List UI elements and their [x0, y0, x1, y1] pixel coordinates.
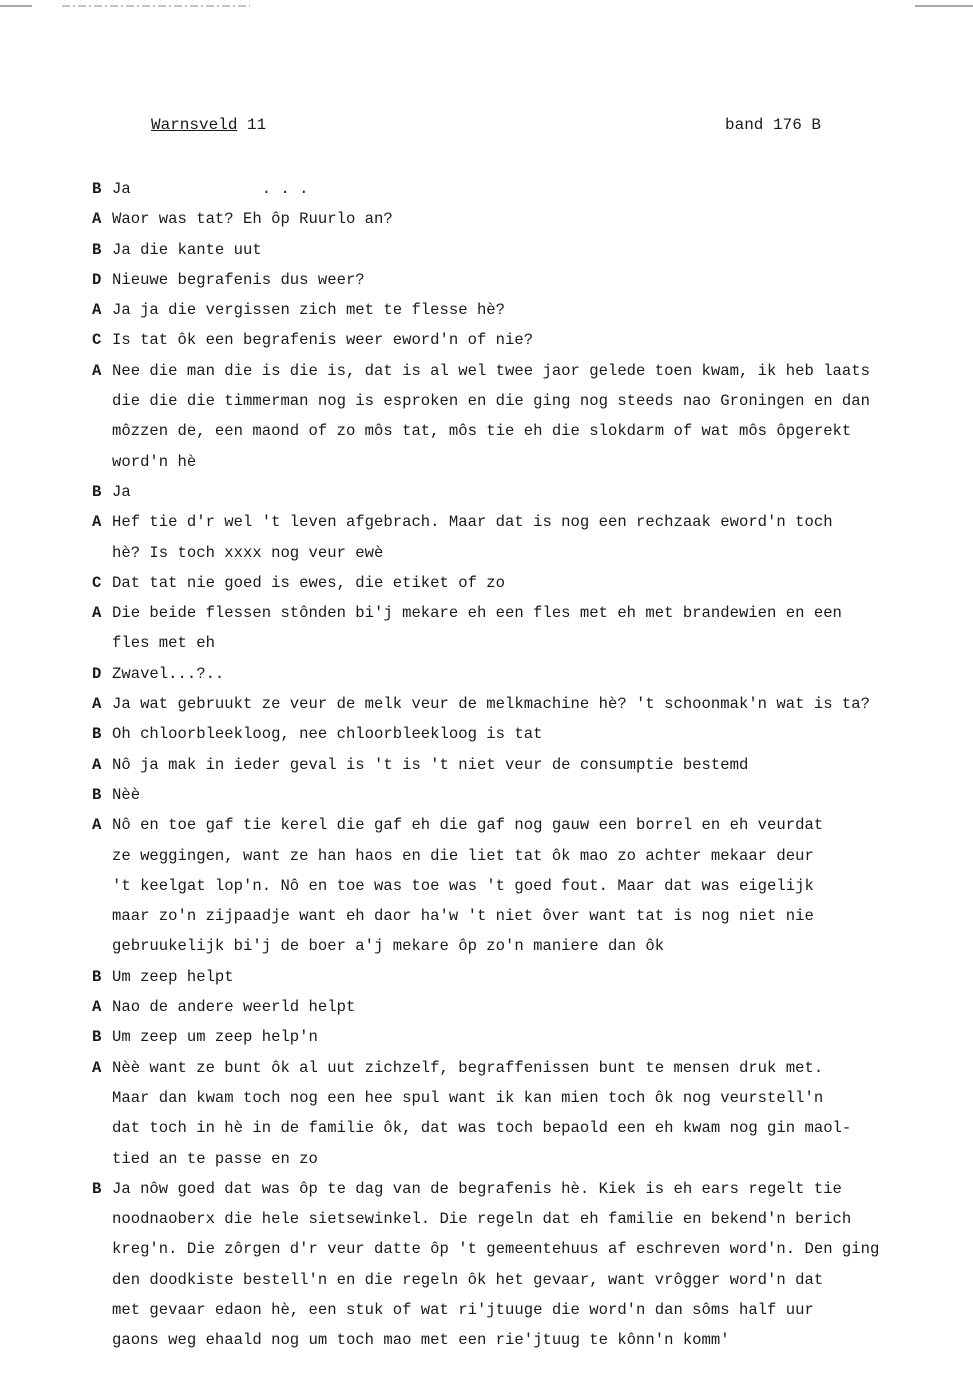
speaker-label: A: [92, 695, 102, 714]
speaker-label: A: [92, 816, 102, 835]
utterance-line: môzzen de, een maond of zo môs tat, môs tie eh die slokdarm of wat môs ôpgerekt: [112, 422, 852, 441]
transcript-turn: [92, 750, 952, 780]
band-label: band 176 B: [724, 116, 821, 134]
utterance-line: Um zeep um zeep help'n: [112, 1028, 318, 1047]
utterance-line: Nieuwe begrafenis dus weer?: [112, 270, 365, 289]
utterance-line: Oh chloorbleekloog, nee chloorbleekloog is tat: [112, 725, 543, 744]
utterance-line: Maar dan kwam toch nog een hee spul want ik kan mien toch ôk nog veurstell'n: [112, 1088, 824, 1107]
speaker-label: B: [92, 482, 102, 501]
speaker-label: B: [92, 785, 102, 804]
utterance-line: word'n hè: [112, 452, 197, 471]
utterance: [112, 507, 952, 568]
utterance-line: Nee die man die is die is, dat is al wel twee jaor gelede toen kwam, ik heb laats: [112, 361, 870, 380]
utterance-line: maar zo'n zijpaadje want eh daor ha'w 't niet ôver want tat is nog niet nie: [112, 907, 814, 926]
utterance-line: gaons weg ehaald nog um toch mao met een rie'jtuug te kônn'n komm': [112, 1331, 730, 1350]
utterance: [112, 689, 952, 719]
speaker-label: B: [92, 1179, 102, 1198]
transcript-turn: [92, 1053, 952, 1174]
utterance: [112, 174, 952, 204]
utterance-line: gebruukelijk bi'j de boer a'j mekare ôp zo'n maniere dan ôk: [112, 937, 665, 956]
utterance: [112, 325, 952, 355]
transcript-turn: [92, 810, 952, 961]
utterance-line: den doodkiste bestell'n en die regeln ôk het gevaar, want vrôgger word'n dat: [112, 1270, 824, 1289]
transcript-turn: [92, 962, 952, 992]
speaker-label: A: [92, 210, 102, 229]
utterance: [112, 598, 952, 659]
transcript-turn: [92, 568, 952, 598]
transcript-turn: [92, 507, 952, 568]
utterance-line: Nèè want ze bunt ôk al uut zichzelf, begraffenissen bunt te mensen druk met.: [112, 1058, 824, 1077]
utterance-line: Is tat ôk een begrafenis weer eword'n of nie?: [112, 331, 534, 350]
utterance: [112, 780, 952, 810]
speaker-label: D: [92, 664, 102, 683]
utterance-line: Zwavel...?..: [112, 664, 225, 683]
speaker-label: C: [92, 573, 102, 592]
transcript-turn: [92, 992, 952, 1022]
utterance-line: Hef tie d'r wel 't leven afgebrach. Maar dat is nog een rechzaak eword'n toch: [112, 513, 833, 532]
transcript-turn: [92, 689, 952, 719]
speaker-label: B: [92, 180, 102, 198]
transcript-turn: [92, 204, 952, 234]
utterance: [112, 659, 952, 689]
transcript: [92, 174, 952, 1356]
transcript-turn: [92, 780, 952, 810]
utterance: [112, 750, 952, 780]
utterance-line: hè? Is toch xxxx nog veur ewè: [112, 543, 384, 562]
utterance: [112, 719, 952, 749]
speaker-label: C: [92, 331, 102, 350]
utterance-line: Dat tat nie goed is ewes, die etiket of zo: [112, 573, 506, 592]
transcript-turn: [92, 1022, 952, 1052]
utterance: [112, 235, 952, 265]
utterance-line: Ja: [112, 482, 131, 501]
utterance-line: die die die timmerman nog is esproken en die ging nog steeds nao Groningen en dan: [112, 392, 870, 411]
speaker-label: B: [92, 1028, 102, 1047]
utterance: [112, 477, 952, 507]
utterance: [112, 356, 952, 477]
utterance-line: ze weggingen, want ze han haos en die liet tat ôk mao zo achter mekaar deur: [112, 846, 814, 865]
transcript-turn: [92, 477, 952, 507]
transcript-turn: [92, 598, 952, 659]
utterance: [112, 992, 952, 1022]
utterance: [112, 568, 952, 598]
utterance-line: noodnaoberx die hele sietsewinkel. Die regeln dat eh familie en bekend'n berich: [112, 1210, 852, 1229]
location-number: 11: [247, 116, 267, 134]
utterance-line: kreg'n. Die zôrgen d'r veur datte ôp 't gemeentehuus af eschreven word'n. Den ging: [112, 1240, 880, 1259]
speaker-label: D: [92, 270, 102, 289]
utterance: [112, 1174, 952, 1356]
location-name: Warnsveld: [151, 116, 238, 134]
utterance-line: Nèè: [112, 785, 141, 804]
transcript-turn: [92, 1174, 952, 1356]
utterance-line: Ja die kante uut: [112, 240, 262, 259]
utterance-line: Nô en toe gaf tie kerel die gaf eh die gaf nog gauw een borrel en eh veurdat: [112, 816, 824, 835]
utterance-line: fles met eh: [112, 634, 215, 653]
speaker-label: A: [92, 301, 102, 320]
speaker-label: B: [92, 967, 102, 986]
speaker-label: B: [92, 725, 102, 744]
speaker-label: A: [92, 513, 102, 532]
transcript-turn: [92, 325, 952, 355]
utterance: [112, 1053, 952, 1174]
transcript-turn: [92, 659, 952, 689]
utterance: [112, 204, 952, 234]
transcript-turn: [92, 295, 952, 325]
speaker-label: A: [92, 361, 102, 380]
utterance: [112, 1022, 952, 1052]
transcript-turn: [92, 235, 952, 265]
utterance: [112, 810, 952, 961]
scan-edge-marks: [0, 0, 973, 12]
utterance-line: met gevaar edaon hè, een stuk of wat ri'jtuuge die word'n dan sôms half uur: [112, 1300, 814, 1319]
utterance-line: Ja . . .: [112, 180, 309, 198]
utterance: [112, 265, 952, 295]
utterance-line: Nô ja mak in ieder geval is 't is 't niet veur de consumptie bestemd: [112, 755, 749, 774]
utterance: [112, 295, 952, 325]
speaker-label: A: [92, 1058, 102, 1077]
transcript-turn: [92, 174, 952, 204]
utterance-line: tied an te passe en zo: [112, 1149, 318, 1168]
transcript-turn: [92, 719, 952, 749]
utterance-line: 't keelgat lop'n. Nô en toe was toe was 't goed fout. Maar dat was eigelijk: [112, 876, 814, 895]
utterance-line: Ja ja die vergissen zich met te flesse hè?: [112, 301, 506, 320]
utterance-line: Waor was tat? Eh ôp Ruurlo an?: [112, 210, 393, 229]
utterance-line: Nao de andere weerld helpt: [112, 998, 356, 1017]
utterance-line: Ja wat gebruukt ze veur de melk veur de melkmachine hè? 't schoonmak'n wat is ta?: [112, 695, 870, 714]
utterance: [112, 962, 952, 992]
location-label: [151, 116, 266, 134]
speaker-label: A: [92, 998, 102, 1017]
utterance-line: Um zeep helpt: [112, 967, 234, 986]
speaker-label: A: [92, 755, 102, 774]
utterance-line: Ja nôw goed dat was ôp te dag van de begrafenis hè. Kiek is eh ears regelt tie: [112, 1179, 842, 1198]
transcript-turn: [92, 265, 952, 295]
utterance-line: Die beide flessen stônden bi'j mekare eh een fles met eh met brandewien en een: [112, 604, 842, 623]
speaker-label: A: [92, 604, 102, 623]
utterance-line: dat toch in hè in de familie ôk, dat was toch bepaold een eh kwam nog gin maol-: [112, 1119, 852, 1138]
transcript-turn: [92, 356, 952, 477]
speaker-label: B: [92, 240, 102, 259]
document-header: [151, 116, 821, 140]
